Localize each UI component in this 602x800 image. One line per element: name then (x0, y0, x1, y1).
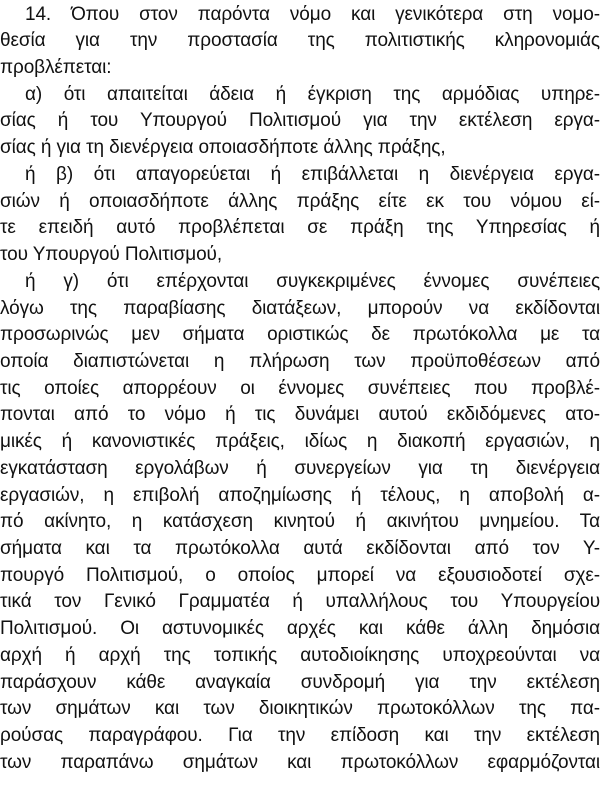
line-text: σίας ή για τη διενέργεια οποιασδήποτε άλλης πράξης, (0, 137, 446, 158)
text-line (0, 614, 602, 644)
text-line (0, 267, 602, 297)
line-text: τε επειδή αυτό προβλέπεται σε πράξη της Υπηρεσίας ή (0, 217, 600, 238)
text-line (0, 641, 602, 671)
text-line (0, 587, 602, 617)
text-line (0, 106, 602, 136)
line-text: σιών ή οποιασδήποτε άλλης πράξης είτε εκ του νόμου εί- (0, 191, 600, 212)
line-text: προβλέπεται: (0, 57, 112, 78)
text-line (0, 26, 602, 56)
line-text: ρούσας παραγράφου. Για την επίδοση και την εκτέλεση (0, 725, 600, 746)
line-text: 14. Όπου στον παρόντα νόμο και γενικότερα στη νομο- (25, 4, 600, 25)
line-text: σίας ή του Υπουργού Πολιτισμού για την εκτέλεση εργα- (0, 110, 600, 131)
text-line (0, 427, 602, 457)
text-line (0, 721, 602, 751)
text-line (0, 160, 602, 190)
line-text: οποία διαπιστώνεται η πλήρωση των προϋποθέσεων από (0, 351, 600, 372)
text-line (0, 694, 602, 724)
line-text: του Υπουργού Πολιτισμού, (0, 244, 223, 265)
line-text: πουργό Πολιτισμού, ο οποίος μπορεί να εξουσιοδοτεί σχε- (0, 565, 600, 586)
line-text: των παραπάνω σημάτων και πρωτοκόλλων εφαρμόζονται (0, 752, 600, 773)
line-text: πό ακίνητο, η κατάσχεση κινητού ή ακινήτου μνημείου. Τα (0, 511, 600, 532)
text-line (0, 213, 602, 243)
line-text: α) ότι απαιτείται άδεια ή έγκριση της αρμόδιας υπηρε- (25, 84, 600, 105)
text-line (0, 748, 602, 778)
line-text: παράσχουν κάθε αναγκαία συνδρομή για την εκτέλεση (0, 672, 600, 693)
line-text: πονται από το νόμο ή τις δυνάμει αυτού εκδιδόμενες ατο- (0, 404, 600, 425)
text-line (0, 320, 602, 350)
line-text: θεσία για την προστασία της πολιτιστικής κληρονομιάς (0, 30, 600, 51)
text-line (0, 400, 602, 430)
line-text: αρχή ή αρχή της τοπικής αυτοδιοίκησης υποχρεούνται να (0, 645, 600, 666)
line-text: των σημάτων και των διοικητικών πρωτοκόλλων της πα- (0, 698, 600, 719)
line-text: τικά τον Γενικό Γραμματέα ή υπαλλήλους του Υπουργείου (0, 591, 600, 612)
line-text: Πολιτισμού. Οι αστυνομικές αρχές και κάθε άλλη δημόσια (0, 618, 600, 639)
line-text: ή γ) ότι επέρχονται συγκεκριμένες έννομες συνέπειες (25, 271, 600, 292)
text-line (0, 347, 602, 377)
line-text: σήματα και τα πρωτόκολλα αυτά εκδίδονται από τον Υ- (0, 538, 600, 559)
text-line (0, 454, 602, 484)
text-line (0, 53, 602, 83)
text-line (0, 240, 602, 270)
line-text: ή β) ότι απαγορεύεται ή επιβάλλεται η διενέργεια εργα- (25, 164, 600, 185)
line-text: τις οποίες απορρέουν οι έννομες συνέπειες που προβλέ- (0, 378, 600, 399)
line-text: μικές ή κανονιστικές πράξεις, ιδίως η διακοπή εργασιών, η (0, 431, 600, 452)
text-line (0, 534, 602, 564)
text-line (0, 133, 602, 163)
line-text: προσωρινώς μεν σήματα οριστικώς δε πρωτόκολλα με τα (0, 324, 600, 345)
line-text: λόγω της παραβίασης διατάξεων, μπορούν να εκδίδονται (0, 298, 600, 319)
text-line (0, 507, 602, 537)
line-text: εγκατάσταση εργολάβων ή συνεργείων για τη διενέργεια (0, 458, 600, 479)
line-text: εργασιών, η επιβολή αποζημίωσης ή τέλους, η αποβολή α- (0, 485, 600, 506)
